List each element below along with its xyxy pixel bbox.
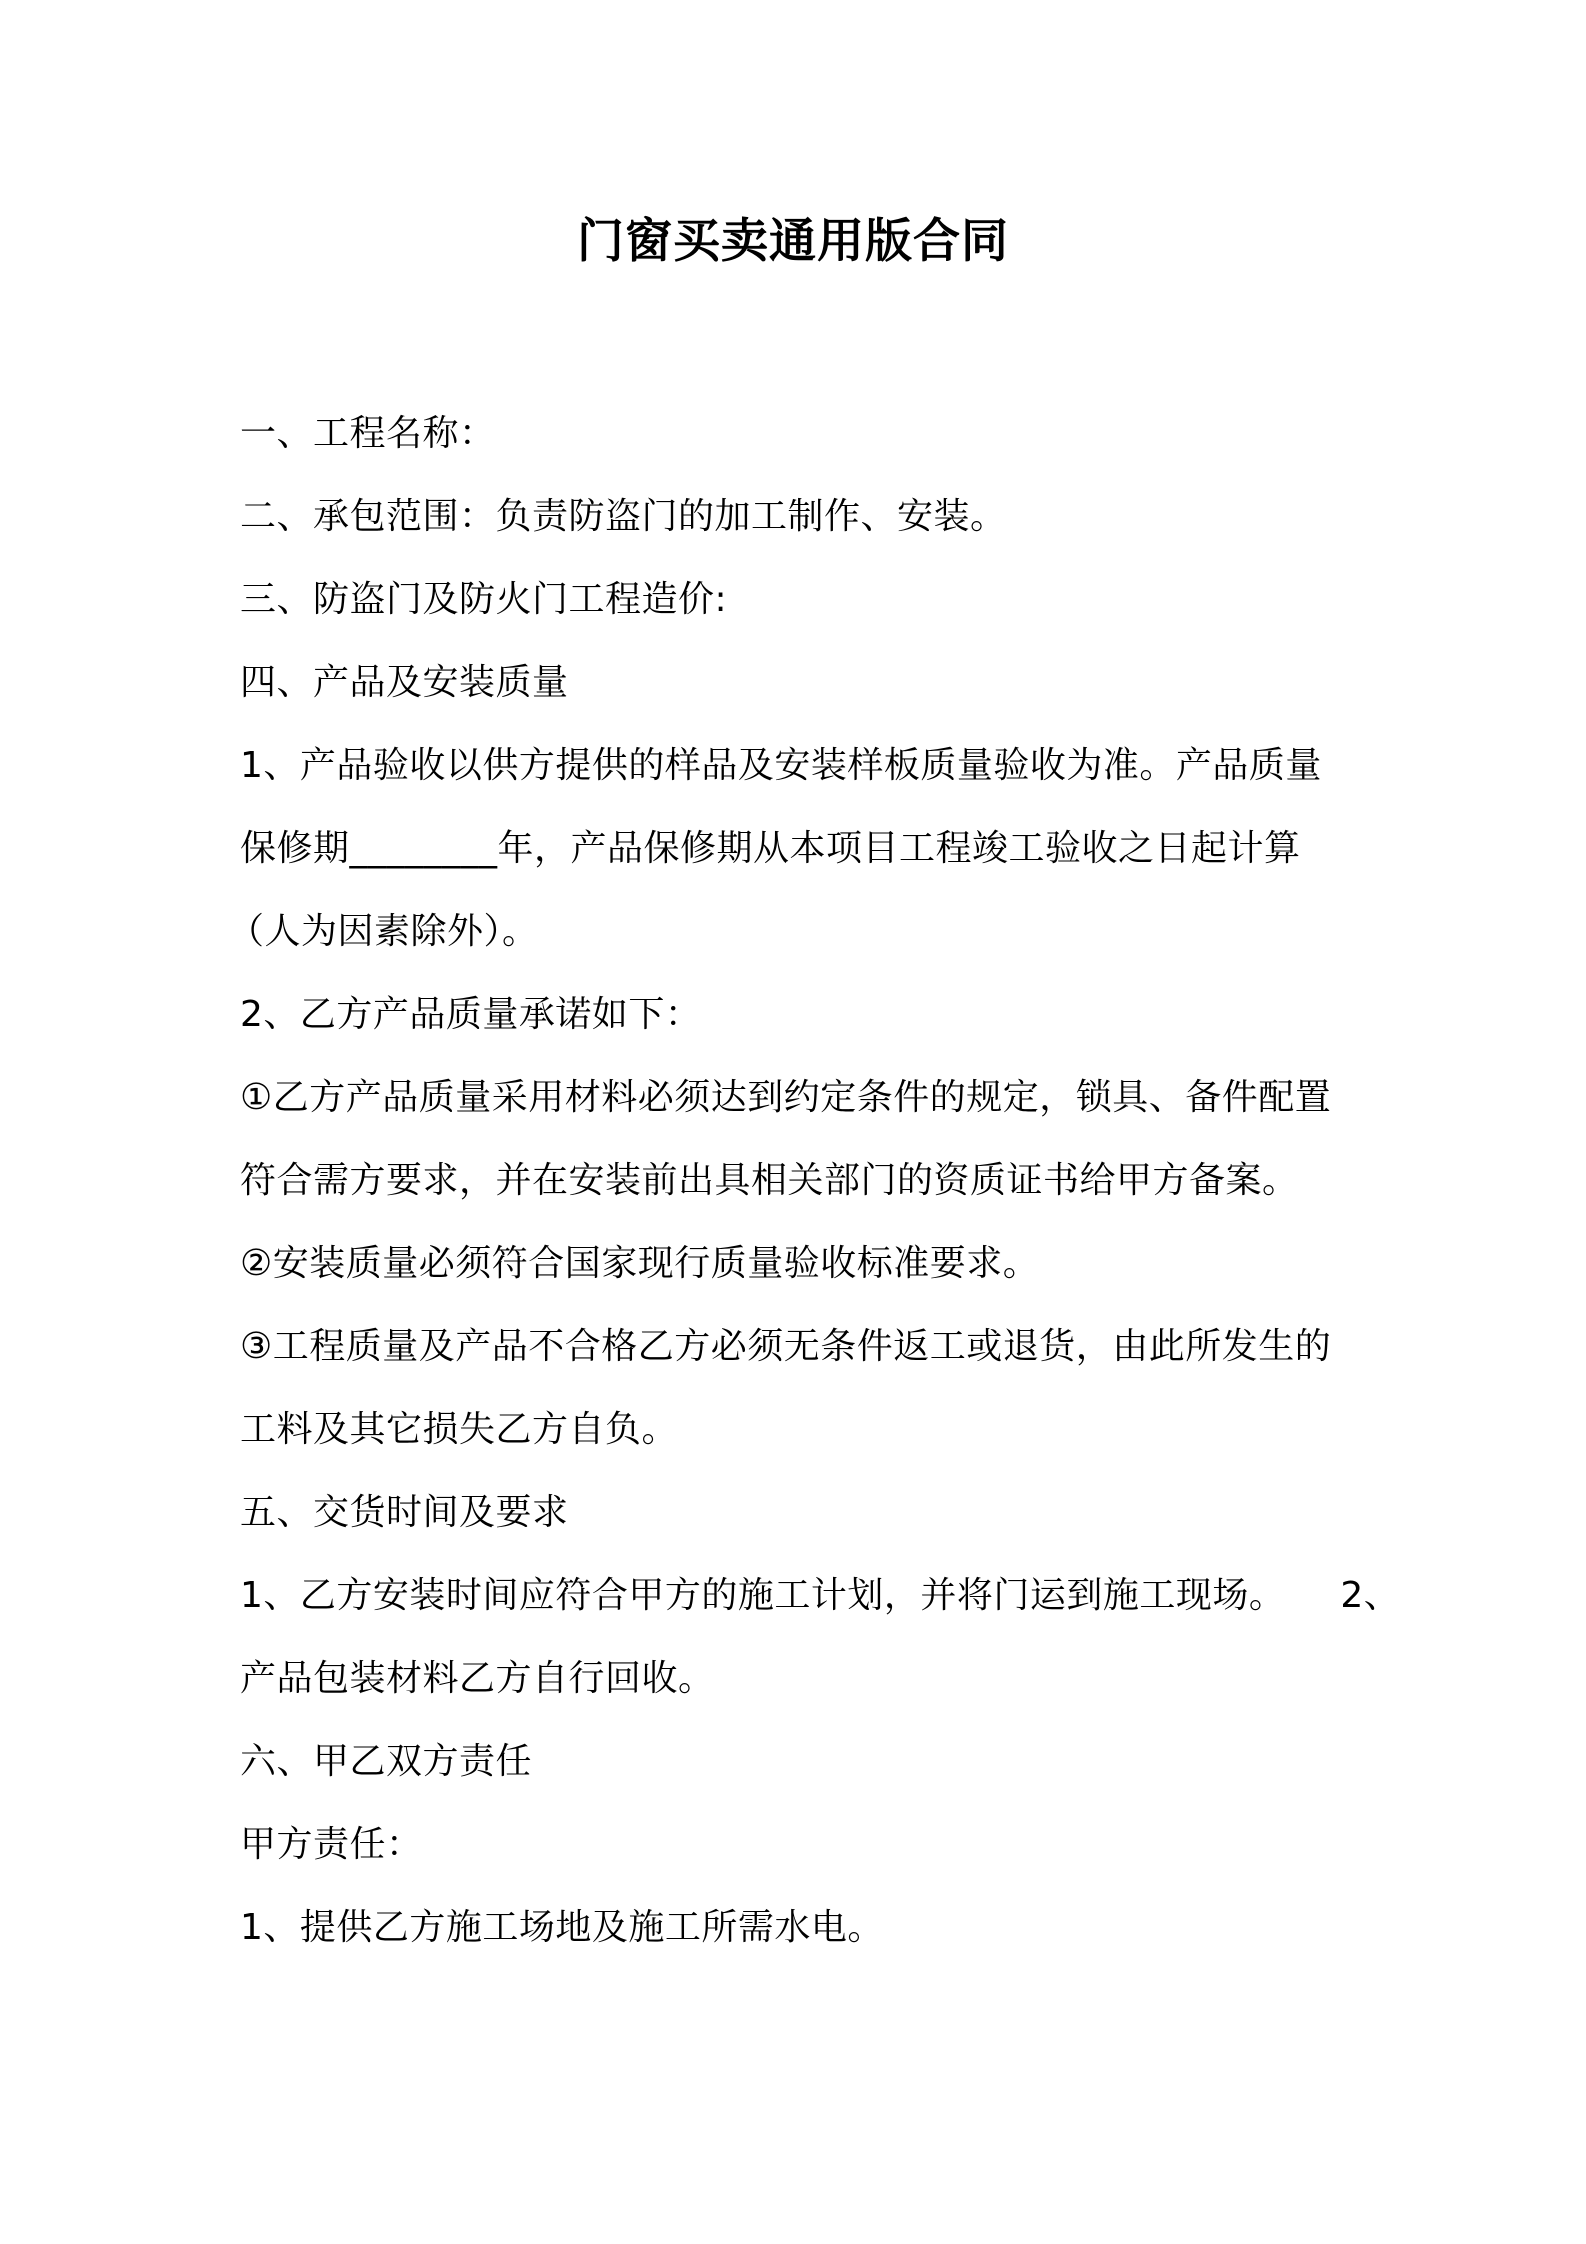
paragraph-line: 1、产品验收以供方提供的样品及安装样板质量验收为准。产品质量 [240, 745, 1322, 786]
paragraph-line: 工料及其它损失乙方自负。 [240, 1409, 679, 1450]
document-title: 门窗买卖通用版合同 [577, 214, 1009, 269]
section-heading: 一、工程名称： [240, 413, 496, 454]
paragraph-line: ②安装质量必须符合国家现行质量验收标准要求。 [240, 1243, 1040, 1284]
paragraph-line: 产品包装材料乙方自行回收。 [240, 1658, 715, 1699]
paragraph-line: 保修期________年，产品保修期从本项目工程竣工验收之日起计算 [240, 828, 1301, 869]
paragraph-line: 符合需方要求，并在安装前出具相关部门的资质证书给甲方备案。 [240, 1160, 1299, 1201]
section-heading: 四、产品及安装质量 [240, 662, 569, 703]
paragraph-line: 1、乙方安装时间应符合甲方的施工计划，并将门运到施工现场。 2、 [240, 1575, 1401, 1616]
section-heading: 五、交货时间及要求 [240, 1492, 569, 1533]
paragraph-line: 2、乙方产品质量承诺如下： [240, 994, 702, 1035]
paragraph-line: 1、提供乙方施工场地及施工所需水电。 [240, 1907, 884, 1948]
paragraph-line: ③工程质量及产品不合格乙方必须无条件返工或退货，由此所发生的 [240, 1326, 1332, 1367]
paragraph-line: ①乙方产品质量采用材料必须达到约定条件的规定，锁具、备件配置 [240, 1077, 1332, 1118]
section-heading: 二、承包范围：负责防盗门的加工制作、安装。 [240, 496, 1007, 537]
section-heading: 三、防盗门及防火门工程造价: [240, 579, 728, 620]
paragraph-line: （人为因素除外）。 [228, 911, 539, 952]
paragraph-line: 甲方责任： [240, 1824, 423, 1865]
section-heading: 六、甲乙双方责任 [240, 1741, 533, 1782]
